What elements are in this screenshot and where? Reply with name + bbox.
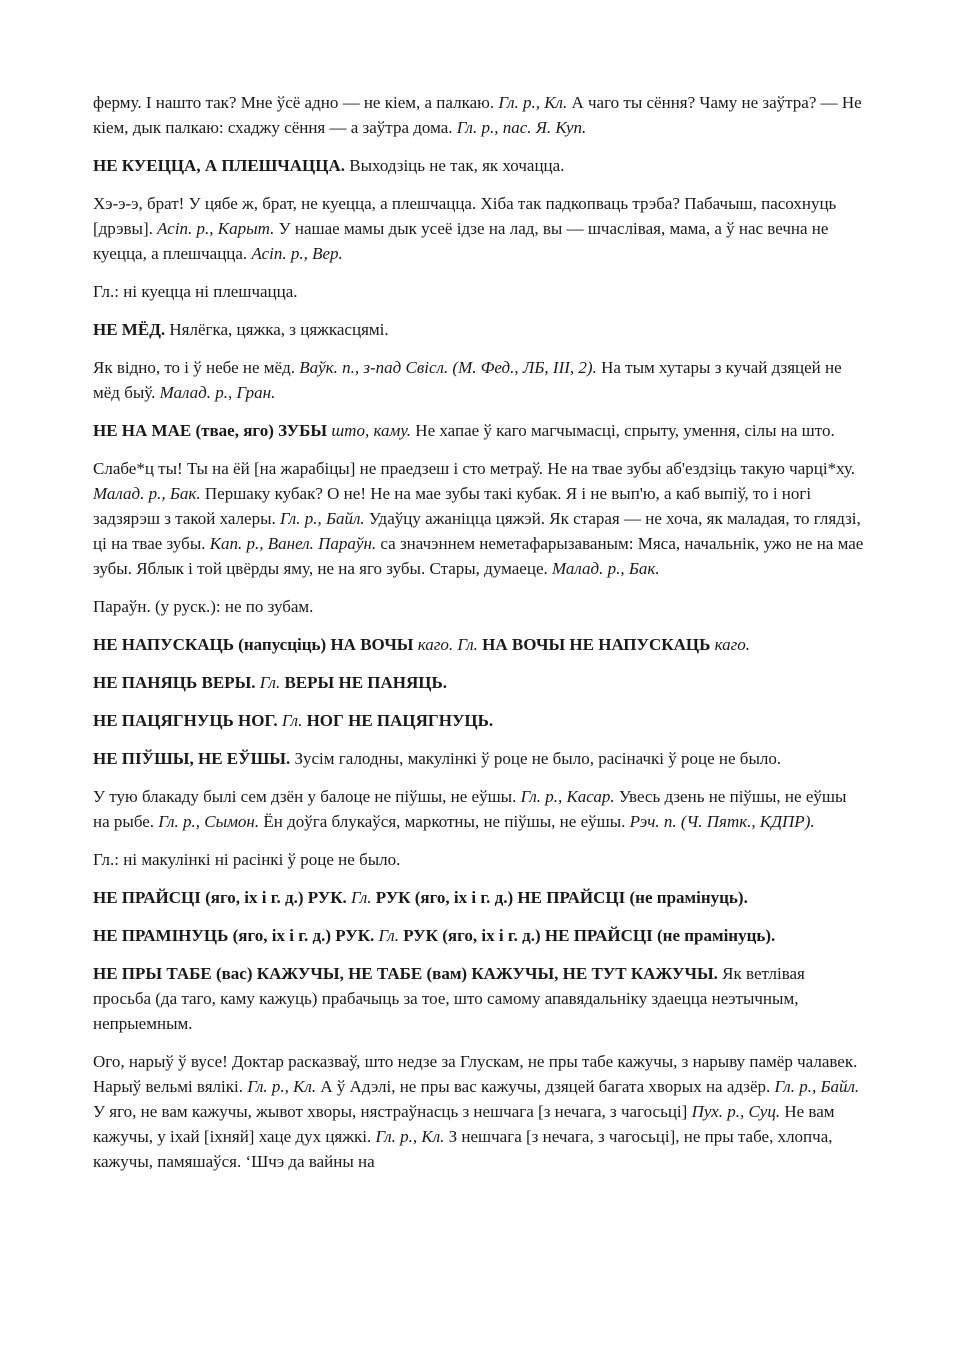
text-run-bold: НЕ ПРАЙСЦІ (яго, іх і г. д.) РУК. bbox=[93, 888, 347, 907]
text-run-italic: Гл. bbox=[374, 926, 399, 945]
text-run-bold: НЕ ПІЎШЫ, НЕ ЕЎШЫ. bbox=[93, 749, 291, 768]
text-run-italic: Гл. р., пас. Я. Куп. bbox=[456, 118, 587, 137]
text-run-italic: Гл. bbox=[255, 673, 281, 692]
text-run-regular: Як ветлівая просьба (да таго, каму кажуць) прабачыць за тое, што самому апавядальніку здаецца неэтычным, непрыемным. bbox=[93, 964, 805, 1033]
text-run-regular: Удаўцу ажаніцца цяжэй. Як старая — не хоча, як маладая, то глядзі, ці на твае зубы. bbox=[93, 509, 861, 553]
text-run-italic: Гл. р., Байл. bbox=[280, 509, 365, 528]
text-run-regular: Першаку кубак? О не! Не на мае зубы такі кубак. Я і не вып'ю, а каб выпіў, то і ногі задзярэш з такой халеры. bbox=[93, 484, 812, 528]
entry-example-ne-na-mae-zuby bbox=[93, 456, 866, 581]
text-run-bold: ВЕРЫ НЕ ПАНЯЦЬ. bbox=[280, 673, 447, 692]
text-run-italic: каго. bbox=[714, 635, 751, 654]
text-run-regular: Зусім галодны, макулінкі ў роце не было, расіначкі ў роце не было. bbox=[290, 749, 782, 768]
text-run-regular: У нашае мамы дык усеё ідзе на лад, вы — шчаслівая, мама, а ў нас вечна не куецца, а плешчацца. bbox=[93, 219, 829, 263]
text-run-regular: З нешчага [з нечага, з чагосьці], не пры табе, хлопча, кажучы, памяшаўся. ‘Шчэ да вайны на bbox=[93, 1127, 833, 1171]
text-run-italic: каго. Гл. bbox=[417, 635, 478, 654]
text-run-italic: што, каму. bbox=[331, 421, 412, 440]
text-run-italic: Малад. р., Бак. bbox=[551, 559, 660, 578]
entry-example-ne-pry-tabe bbox=[93, 1049, 866, 1174]
text-run-regular: Хэ-э-э, брат! У цябе ж, брат, не куецца, а плешчацца. Хіба так падкопваць трэба? Пабачыш, пасохнуць [дрэвы]. bbox=[93, 194, 837, 238]
text-run-regular: Гл.: ні макулінкі ні расінкі ў роце не было. bbox=[93, 850, 401, 869]
text-run-regular: Нялёгка, цяжка, з цяжкасцямі. bbox=[165, 320, 389, 339]
text-run-bold: НЕ МЁД. bbox=[93, 320, 166, 339]
text-run-regular: Не вам кажучы, у іхай [іхняй] хаце дух цяжкі. bbox=[93, 1102, 835, 1146]
text-run-italic: Гл. р., Байл. bbox=[774, 1077, 860, 1096]
text-run-regular: На тым хутары з кучай дзяцей не мёд быў. bbox=[93, 358, 842, 402]
text-run-italic: Малад. р., Бак. bbox=[93, 484, 201, 503]
text-run-bold: НЕ НА МАЕ (твае, яго) ЗУБЫ bbox=[93, 421, 332, 440]
text-run-bold: РУК (яго, іх і г. д.) НЕ ПРАЙСЦІ (не прамінуць). bbox=[398, 926, 776, 945]
text-run-regular: Гл.: ні куецца ні плешчацца. bbox=[93, 282, 298, 301]
text-run-bold: НЕ ПРЫ ТАБЕ (вас) КАЖУЧЫ, НЕ ТАБЕ (вам) КАЖУЧЫ, НЕ ТУТ КАЖУЧЫ. bbox=[93, 964, 718, 983]
text-run-italic: Гл. р., Сымон. bbox=[158, 812, 260, 831]
text-run-bold: НЕ ПРАМІНУЦЬ (яго, іх і г. д.) РУК. bbox=[93, 926, 375, 945]
text-run-italic: Гл. р., Кл. bbox=[247, 1077, 317, 1096]
entry-example-ne-kuecca bbox=[93, 191, 866, 266]
entry-ne-panyac-very bbox=[93, 670, 866, 695]
text-run-italic: Гл. bbox=[277, 711, 303, 730]
entry-ne-praminuc-ruk bbox=[93, 923, 866, 948]
text-run-italic: Кап. р., Ванел. Параўн. bbox=[209, 534, 377, 553]
text-run-regular: Не хапае ў каго магчымасці, спрыту, умення, сілы на што. bbox=[411, 421, 835, 440]
text-run-regular: са значэннем неметафарызаваным: Мяса, начальнік, ужо не на мае зубы. Яблык і той цвёрды яму, не на яго зубы. Стары, думаеце. bbox=[93, 534, 864, 578]
text-run-regular: А ў Адэлі, не пры вас кажучы, дзяцей багата хворых на адзёр. bbox=[316, 1077, 775, 1096]
entry-ne-pacyagnuc-nog bbox=[93, 708, 866, 733]
text-run-regular: У яго, не вам кажучы, жывот хворы, нястраўнасць з нешчага [з нечага, з чагосьці] bbox=[93, 1102, 692, 1121]
text-column bbox=[93, 90, 866, 1187]
text-run-bold: РУК (яго, іх і г. д.) НЕ ПРАЙСЦІ (не прамінуць). bbox=[371, 888, 748, 907]
text-run-italic: Пух. р., Суц. bbox=[691, 1102, 781, 1121]
entry-ne-praisci-ruk bbox=[93, 885, 866, 910]
text-run-bold: НЕ ПАЦЯГНУЦЬ НОГ. bbox=[93, 711, 278, 730]
text-run-regular: А чаго ты сёння? Чаму не заўтра? — Не кіем, дык палкаю: схаджу сёння — а заўтра дома. bbox=[93, 93, 862, 137]
cross-reference-ni-makulinki bbox=[93, 847, 866, 872]
text-run-regular: ферму. І нашто так? Мне ўсё адно — не кіем, а палкаю. bbox=[93, 93, 499, 112]
text-run-bold: НОГ НЕ ПАЦЯГНУЦЬ. bbox=[302, 711, 494, 730]
text-run-italic: Малад. р., Гран. bbox=[159, 383, 276, 402]
entry-continuation-ne-kiem bbox=[93, 90, 866, 140]
text-run-italic: Гл. р., Кл. bbox=[498, 93, 568, 112]
text-run-regular: Ён доўга блукаўся, маркотны, не піўшы, не еўшы. bbox=[259, 812, 630, 831]
entry-example-ne-myod bbox=[93, 355, 866, 405]
text-run-regular: Слабе*ц ты! Ты на ёй [на жарабіцы] не праедзеш і сто метраў. Не на твае зубы аб'ездзіць такую чарці*ху. bbox=[93, 459, 855, 478]
entry-ne-napuskac-na-vochy bbox=[93, 632, 866, 657]
text-run-italic: Гл. bbox=[346, 888, 372, 907]
entry-example-ne-piushy bbox=[93, 784, 866, 834]
text-run-bold: НЕ НАПУСКАЦЬ (напусціць) НА ВОЧЫ bbox=[93, 635, 418, 654]
entry-ne-kuecca-a-pleshchacca bbox=[93, 153, 866, 178]
text-run-italic: Рэч. п. (Ч. Пятк., КДПР). bbox=[629, 812, 815, 831]
text-run-bold: НЕ ПАНЯЦЬ ВЕРЫ. bbox=[93, 673, 256, 692]
entry-ne-piushy-ne-eushy bbox=[93, 746, 866, 771]
text-run-bold: НЕ КУЕЦЦА, А ПЛЕШЧАЦЦА. bbox=[93, 156, 345, 175]
text-run-regular: Ого, нарыў ў вусе! Доктар расказваў, што недзе за Глускам, не пры табе кажучы, з нарыву памёр чалавек. Нарыў вельмі вялікі. bbox=[93, 1052, 858, 1096]
text-run-italic: Гл. р., Кл. bbox=[375, 1127, 445, 1146]
text-run-italic: Асіп. р., Карыт. bbox=[157, 219, 275, 238]
text-run-italic: Ваўк. п., з-пад Свісл. (М. Фед., ЛБ, III, 2). bbox=[299, 358, 597, 377]
text-run-regular: Як відно, то і ў небе не мёд. bbox=[93, 358, 300, 377]
text-run-italic: Гл. р., Касар. bbox=[520, 787, 615, 806]
text-run-regular: У тую блакаду былі сем дзён у балоце не піўшы, не еўшы. bbox=[93, 787, 521, 806]
entry-ne-na-mae-zuby bbox=[93, 418, 866, 443]
entry-ne-myod bbox=[93, 317, 866, 342]
text-run-bold: НА ВОЧЫ НЕ НАПУСКАЦЬ bbox=[477, 635, 715, 654]
comparison-note-ne-po-zubam bbox=[93, 594, 866, 619]
text-run-regular: Увесь дзень не піўшы, не еўшы на рыбе. bbox=[93, 787, 847, 831]
entry-ne-pry-tabe-kazhuchy bbox=[93, 961, 866, 1036]
text-run-regular: Параўн. (у руск.): не по зубам. bbox=[93, 597, 314, 616]
text-run-regular: Выходзіць не так, як хочацца. bbox=[345, 156, 565, 175]
cross-reference-ni-kuecca bbox=[93, 279, 866, 304]
text-run-italic: Асіп. р., Вер. bbox=[251, 244, 343, 263]
